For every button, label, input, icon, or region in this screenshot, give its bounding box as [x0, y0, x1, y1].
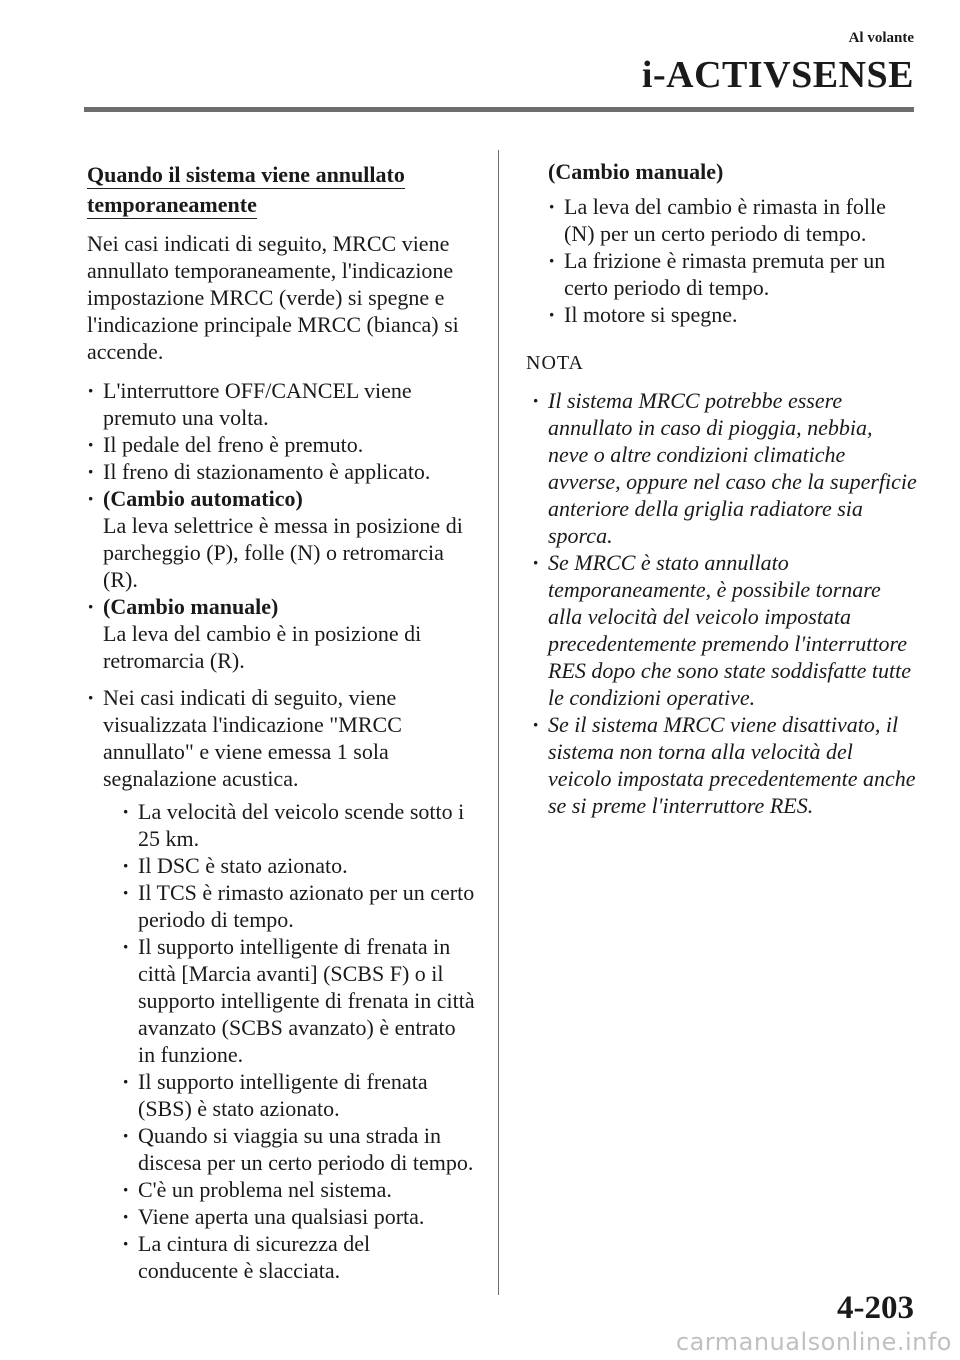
- manual-conditions-list: [548, 193, 918, 328]
- list-item: · L'interruttore OFF/CANCEL viene premuto una volta.: [87, 377, 475, 431]
- header-rule: [84, 107, 914, 112]
- automatic-text: La leva selettrice è messa in posizione di parcheggio (P), folle (N) o retromarcia (R).: [103, 513, 463, 592]
- nota-list: [532, 387, 918, 819]
- list-item: · La frizione è rimasta premuta per un certo periodo di tempo.: [548, 247, 918, 301]
- sub-list-item: · Il supporto intelligente di frenata (SBS) è stato azionato.: [122, 1068, 475, 1122]
- header-chapter: i-ACTIVSENSE: [641, 54, 914, 96]
- intro-paragraph: Nei casi indicati di seguito, MRCC viene annullato temporaneamente, l'indicazione impostazione MRCC (verde) si spegne e l'indicazione principale MRCC (bianca) si accende.: [87, 231, 459, 364]
- right-column: [526, 158, 918, 819]
- watermark: carmanualsonline.info: [675, 1328, 952, 1356]
- manual-label-right: (Cambio manuale): [548, 159, 724, 184]
- sub-list-item: · Quando si viaggia su una strada in discesa per un certo periodo di tempo.: [122, 1122, 475, 1176]
- list-item-manual: [87, 593, 475, 674]
- list-item: · Il motore si spegne.: [548, 301, 918, 328]
- sub-list-item: · La cintura di sicurezza del conducente è slacciata.: [122, 1230, 475, 1284]
- cancel-intro-text: Nei casi indicati di seguito, viene visualizzata l'indicazione "MRCC annullato" e viene emessa 1 sola segnalazione acustica.: [103, 685, 402, 791]
- page-number: 4-203: [837, 1290, 914, 1326]
- list-item-automatic: [87, 485, 475, 593]
- left-column: [87, 160, 475, 1284]
- nota-item: · Se il sistema MRCC viene disattivato, il sistema non torna alla velocità del veicolo impostata precedentemente anche se si preme l'interruttore RES.: [532, 711, 918, 819]
- cancel-conditions-list: [87, 377, 475, 1284]
- list-item: · Il pedale del freno è premuto.: [87, 431, 475, 458]
- nota-item: · Se MRCC è stato annullato temporaneamente, è possibile tornare alla velocità del veicolo impostata precedentemente premendo l'interruttore RES dopo che sono state soddisfatte tutte le condizioni operative.: [532, 549, 918, 711]
- header-section: Al volante: [848, 30, 914, 46]
- sub-list-item: · La velocità del veicolo scende sotto i 25 km.: [122, 798, 475, 852]
- manual-label: · (Cambio manuale): [103, 594, 279, 619]
- column-divider: [498, 150, 499, 1295]
- sub-list-item: · Il TCS è rimasto azionato per un certo periodo di tempo.: [122, 879, 475, 933]
- sub-list-item: · Viene aperta una qualsiasi porta.: [122, 1203, 475, 1230]
- sub-list-item: · Il supporto intelligente di frenata in città [Marcia avanti] (SCBS F) o il supporto intelligente di frenata in città avanzato (SCBS avanzato) è entrato in funzione.: [122, 933, 475, 1068]
- sub-list-item: · Il DSC è stato azionato.: [122, 852, 475, 879]
- cancel-sub-list: [122, 798, 475, 1284]
- list-item: · La leva del cambio è rimasta in folle (N) per un certo periodo di tempo.: [548, 193, 918, 247]
- heading-line-2: temporaneamente: [87, 192, 257, 217]
- list-item: · Il freno di stazionamento è applicato.: [87, 458, 475, 485]
- sub-list-item: · C'è un problema nel sistema.: [122, 1176, 475, 1203]
- heading-line-1: Quando il sistema viene annullato: [87, 162, 405, 187]
- section-heading: [87, 160, 475, 220]
- manual-text: La leva del cambio è in posizione di retromarcia (R).: [103, 621, 422, 673]
- nota-title: NOTA: [526, 352, 584, 374]
- nota-item: · Il sistema MRCC potrebbe essere annullato in caso di pioggia, nebbia, neve o altre condizioni climatiche avverse, oppure nel caso che la superficie anteriore della griglia radiatore sia sporca.: [532, 387, 918, 549]
- automatic-label: · (Cambio automatico): [103, 486, 303, 511]
- list-item-cancel-message: [87, 684, 475, 1284]
